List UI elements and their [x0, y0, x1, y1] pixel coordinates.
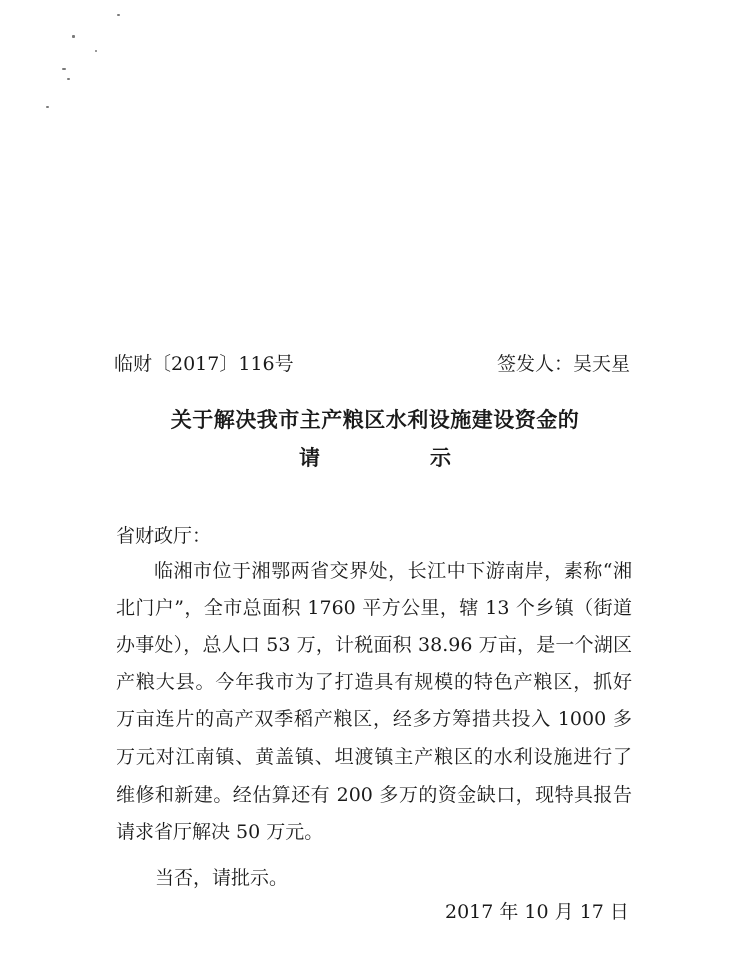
closing-remark: 当否，请批示。: [155, 867, 289, 889]
signer: 签发人：吴天星: [496, 353, 630, 375]
body-line: 维修和新建。经估算还有 200 多万的资金缺口，现特具报告: [116, 784, 632, 806]
body-line: 临湘市位于湘鄂两省交界处，长江中下游南岸，素称“湘: [154, 560, 632, 582]
title-word-request: 请: [299, 445, 320, 470]
salutation: 省财政厅：: [116, 525, 212, 547]
body-line: 产粮大县。今年我市为了打造具有规模的特色产粮区，抓好: [116, 671, 632, 693]
document-title: 关于解决我市主产粮区水利设施建设资金的: [170, 407, 580, 432]
body-line: 北门户”，全市总面积 1760 平方公里，辖 13 个乡镇（街道: [116, 597, 632, 619]
scan-speck: [46, 106, 49, 108]
scan-speck: [72, 35, 75, 38]
title-word-instruct: 示: [430, 445, 451, 470]
body-line: 请求省厅解决 50 万元。: [116, 821, 324, 843]
body-line: 万亩连片的高产双季稻产粮区，经多方筹措共投入 1000 多: [116, 708, 632, 730]
document-title-subline: [0, 443, 750, 473]
body-line: 万元对江南镇、黄盖镇、坦渡镇主产粮区的水利设施进行了: [116, 746, 632, 768]
body-line: 办事处），总人口 53 万，计税面积 38.96 万亩，是一个湖区: [116, 634, 632, 656]
document-header: [114, 350, 630, 378]
document-date: 2017 年 10 月 17 日: [445, 901, 629, 923]
scan-speck: [62, 68, 66, 70]
document-number: 临财〔2017〕116号: [114, 353, 294, 375]
scan-speck: [117, 14, 120, 16]
scan-speck: [95, 50, 97, 52]
scan-speck: [67, 78, 70, 80]
